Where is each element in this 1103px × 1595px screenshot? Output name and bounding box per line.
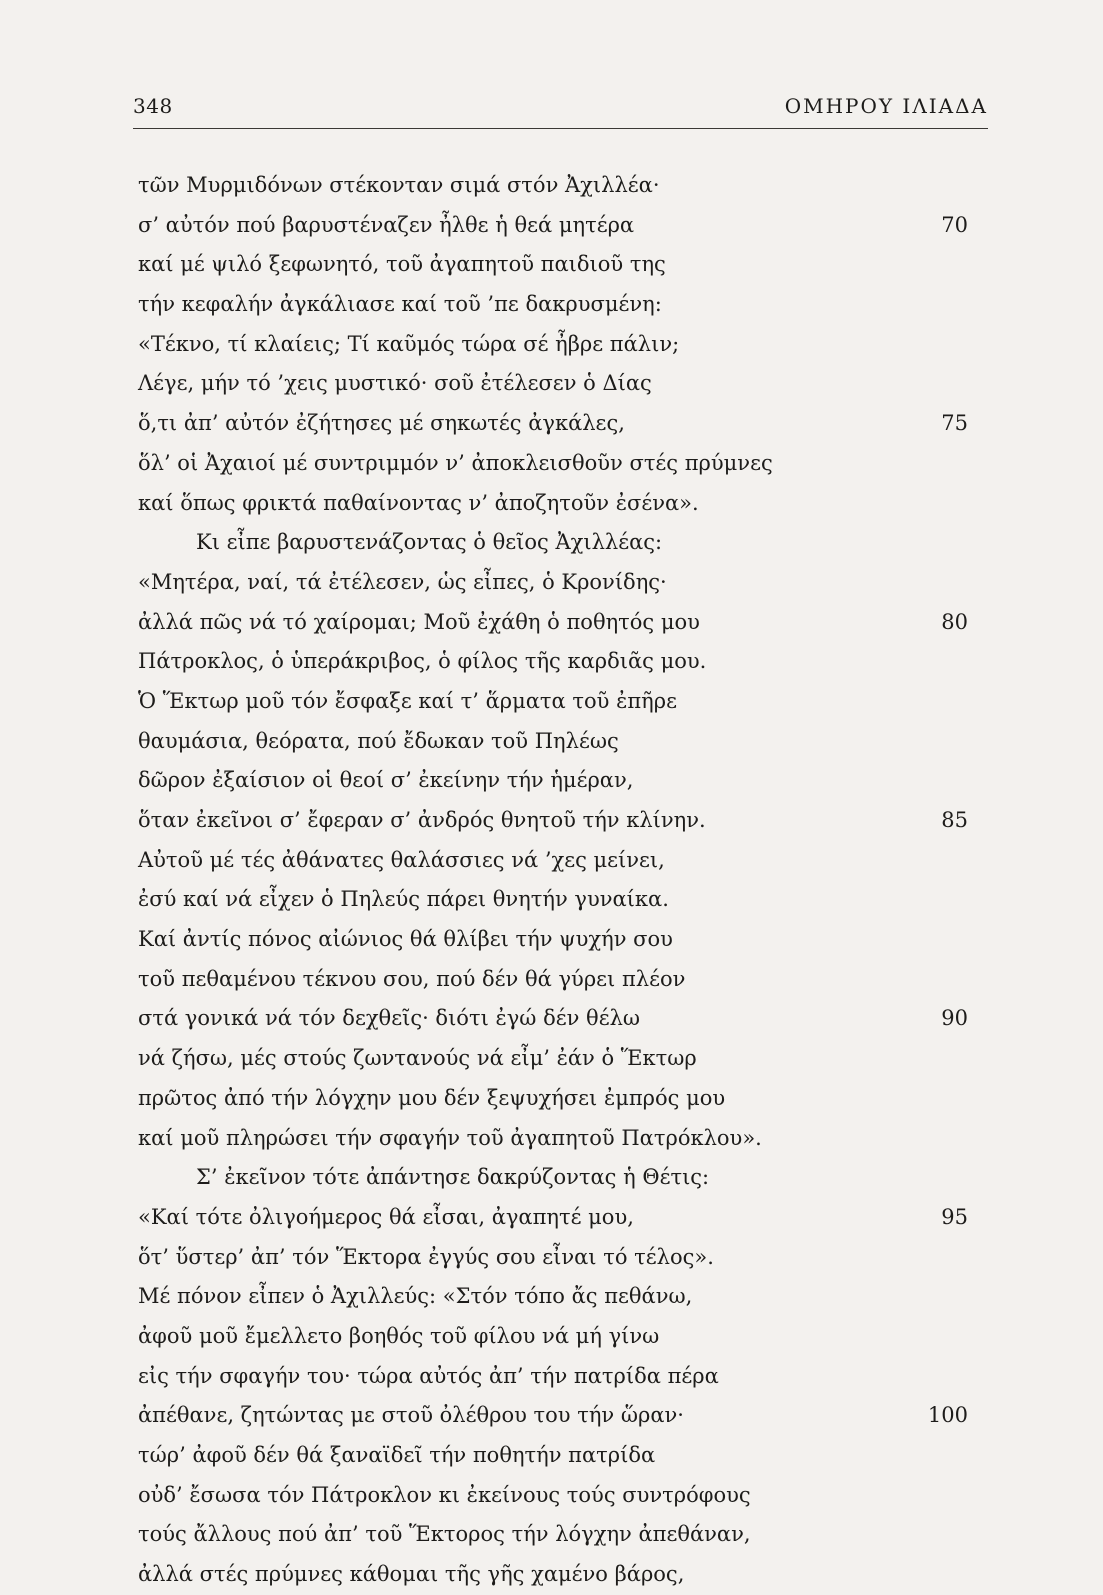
verse-line (138, 404, 968, 444)
verse-text: Πάτροκλος, ὁ ὑπεράκριβος, ὁ φίλος τῆς καρδιᾶς μου. (138, 649, 707, 674)
verse-text: ἀλλά στές πρύμνες κάθομαι τῆς γῆς χαμένο βάρος, (138, 1562, 685, 1587)
verse-text: «Τέκνο, τί κλαίεις; Τί καῦμός τώρα σέ ἦβρε πάλιν; (138, 331, 680, 356)
verse-line (138, 603, 968, 643)
verse-line (138, 761, 968, 801)
verse-text: ἀφοῦ μοῦ ἔμελλετο βοηθός τοῦ φίλου νά μή γίνω (138, 1323, 660, 1348)
line-number: 95 (941, 1204, 968, 1229)
verse-line (138, 523, 968, 563)
verse-text: νά ζήσω, μές στούς ζωντανούς νά εἶμ’ ἐάν ὁ Ἕκτωρ (138, 1046, 697, 1071)
verse-text: Σ’ ἐκεῖνον τότε ἀπάντησε δακρύζοντας ἡ Θέτις: (196, 1165, 710, 1190)
verse-text: ὅ,τι ἀπ’ αὐτόν ἐζήτησες μέ σηκωτές ἀγκάλες, (138, 411, 625, 436)
line-number: 100 (927, 1403, 968, 1428)
line-number: 90 (941, 1006, 968, 1031)
verse-text: ὅλ’ οἱ Ἀχαιοί μέ συντριμμόν ν’ ἀποκλεισθοῦν στές πρύμνες (138, 450, 773, 475)
verse-text: «Μητέρα, ναί, τά ἐτέλεσεν, ὡς εἶπες, ὁ Κρονίδης· (138, 569, 667, 594)
verse-line (138, 1396, 968, 1436)
verse-text: ὅτ’ ὕστερ’ ἀπ’ τόν Ἕκτορα ἐγγύς σου εἶναι τό τέλος». (138, 1244, 714, 1269)
verse-line (138, 364, 968, 404)
verse-text: τώρ’ ἀφοῦ δέν θά ξαναϊδεῖ τήν ποθητήν πατρίδα (138, 1443, 656, 1467)
verse-line (138, 920, 968, 960)
line-number: 70 (941, 212, 968, 237)
verse-line (138, 682, 968, 722)
verse-line (138, 166, 968, 206)
verse-line (138, 484, 968, 524)
verse-line (138, 1277, 968, 1317)
running-head (133, 94, 988, 128)
verse-line (138, 1079, 968, 1119)
verse-text: τήν κεφαλήν ἀγκάλιασε καί τοῦ ’πε δακρυσμένη: (138, 292, 662, 317)
verse-text: καί μοῦ πληρώσει τήν σφαγήν τοῦ ἀγαπητοῦ Πατρόκλου». (138, 1125, 762, 1150)
verse-line (138, 1515, 968, 1555)
line-number: 80 (941, 609, 968, 634)
verse-text: τούς ἄλλους πού ἀπ’ τοῦ Ἕκτορος τήν λόγχην ἀπεθάναν, (138, 1522, 751, 1547)
verse-line (138, 1357, 968, 1397)
verse-line (138, 642, 968, 682)
verse-text: δῶρον ἐξαίσιον οἱ θεοί σ’ ἐκείνην τήν ἡμέραν, (138, 768, 634, 793)
verse-block (138, 166, 968, 1595)
line-number: 75 (941, 411, 968, 436)
verse-text: Κι εἶπε βαρυστενάζοντας ὁ θεῖος Ἀχιλλέας: (196, 530, 663, 555)
verse-text: ἀπέθανε, ζητώντας με στοῦ ὀλέθρου του τήν ὥραν· (138, 1403, 684, 1428)
verse-line (138, 1238, 968, 1278)
header-rule (133, 128, 988, 129)
verse-line (138, 563, 968, 603)
verse-line (138, 841, 968, 881)
verse-text: Ὁ Ἕκτωρ μοῦ τόν ἔσφαξε καί τ’ ἅρματα τοῦ ἐπῆρε (138, 688, 677, 713)
verse-text: οὐδ’ ἔσωσα τόν Πάτροκλον κι ἐκείνους τούς συντρόφους (138, 1482, 751, 1507)
verse-text: Μέ πόνον εἶπεν ὁ Ἀχιλλεύς: «Στόν τόπο ἄς πεθάνω, (138, 1284, 693, 1309)
verse-text: στά γονικά νά τόν δεχθεῖς· διότι ἐγώ δέν θέλω (138, 1006, 641, 1031)
verse-line (138, 1436, 968, 1476)
verse-line (138, 1476, 968, 1516)
verse-line (138, 1039, 968, 1079)
page-number: 348 (133, 94, 173, 118)
verse-line (138, 285, 968, 325)
verse-text: τῶν Μυρμιδόνων στέκονταν σιμά στόν Ἀχιλλέα· (138, 173, 660, 197)
verse-line (138, 206, 968, 246)
book-title: ΟΜΗΡΟΥ ΙΛΙΑΔΑ (784, 94, 988, 118)
verse-text: «Καί τότε ὀλιγοήμερος θά εἶσαι, ἀγαπητέ μου, (138, 1204, 634, 1229)
verse-text: καί μέ ψιλό ξεφωνητό, τοῦ ἀγαπητοῦ παιδιοῦ της (138, 252, 666, 277)
verse-text: ὅταν ἐκεῖνοι σ’ ἔφεραν σ’ ἀνδρός θνητοῦ τήν κλίνην. (138, 808, 706, 832)
verse-line (138, 1317, 968, 1357)
verse-line (138, 1119, 968, 1159)
line-number: 85 (941, 808, 968, 832)
verse-line (138, 444, 968, 484)
verse-text: πρῶτος ἀπό τήν λόγχην μου δέν ξεψυχήσει ἐμπρός μου (138, 1085, 726, 1110)
verse-line (138, 960, 968, 1000)
verse-text: θαυμάσια, θεόρατα, πού ἔδωκαν τοῦ Πηλέως (138, 728, 619, 753)
verse-line (138, 1198, 968, 1238)
verse-text: Καί ἀντίς πόνος αἰώνιος θά θλίβει τήν ψυχήν σου (138, 927, 673, 952)
verse-text: ἀλλά πῶς νά τό χαίρομαι; Μοῦ ἐχάθη ὁ ποθητός μου (138, 609, 700, 634)
verse-line (138, 722, 968, 762)
verse-text: σ’ αὐτόν πού βαρυστέναζεν ἦλθε ἡ θεά μητέρα (138, 212, 635, 237)
verse-line (138, 1555, 968, 1595)
verse-text: τοῦ πεθαμένου τέκνου σου, πού δέν θά γύρει πλέον (138, 966, 686, 991)
verse-line (138, 880, 968, 920)
verse-line (138, 801, 968, 841)
verse-text: Αὐτοῦ μέ τές ἀθάνατες θαλάσσιες νά ’χες μείνει, (138, 847, 665, 872)
verse-line (138, 999, 968, 1039)
verse-line (138, 325, 968, 365)
verse-line (138, 245, 968, 285)
verse-line (138, 1158, 968, 1198)
verse-text: καί ὅπως φρικτά παθαίνοντας ν’ ἀποζητοῦν ἐσένα». (138, 490, 699, 515)
verse-text: εἰς τήν σφαγήν του· τώρα αὐτός ἀπ’ τήν πατρίδα πέρα (138, 1363, 719, 1388)
verse-text: ἐσύ καί νά εἶχεν ὁ Πηλεύς πάρει θνητήν γυναίκα. (138, 887, 669, 912)
verse-text: Λέγε, μήν τό ’χεις μυστικό· σοῦ ἐτέλεσεν ὁ Δίας (138, 371, 652, 396)
